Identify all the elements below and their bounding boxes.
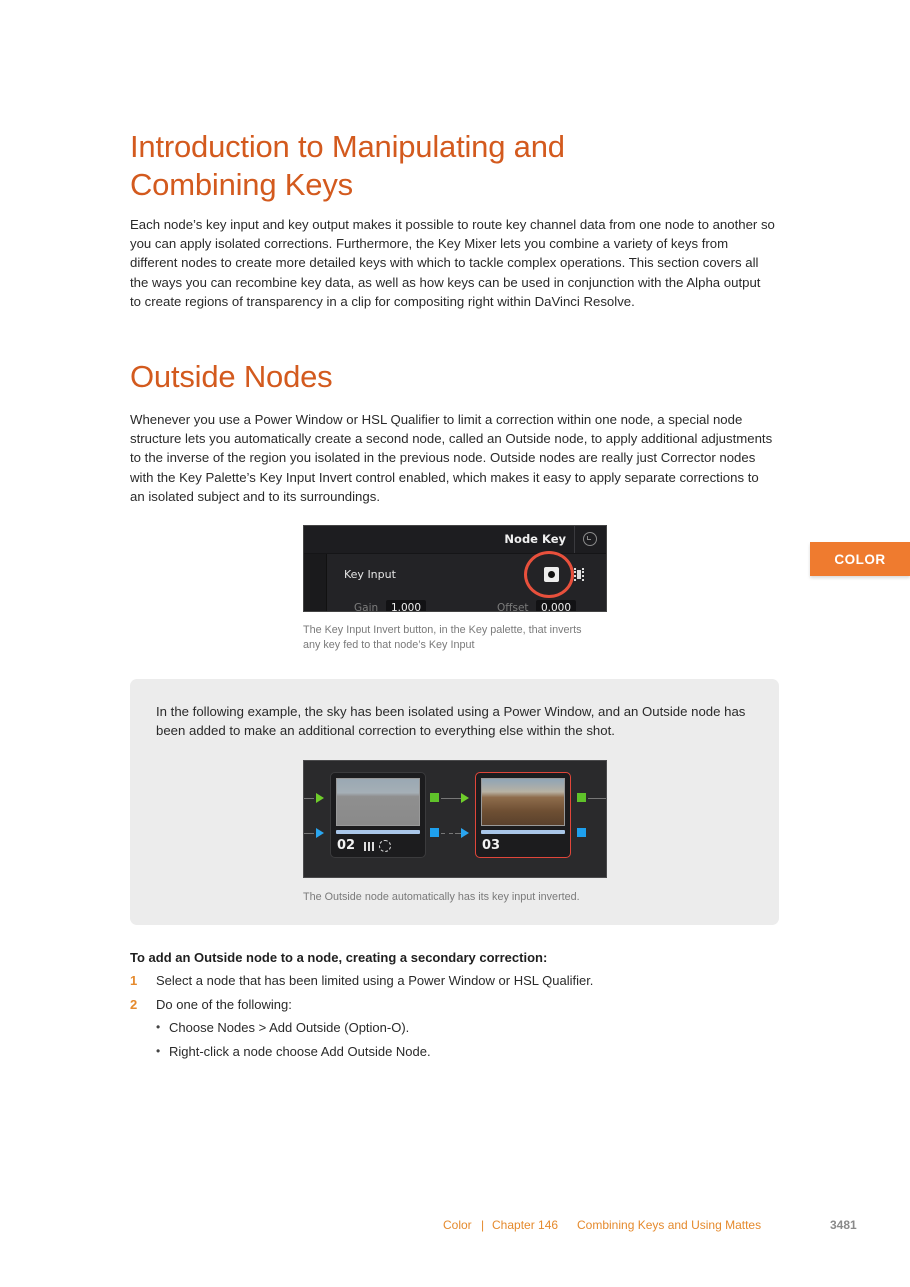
header-divider [574, 526, 575, 553]
connection-line [304, 798, 314, 799]
node-02[interactable] [330, 772, 426, 858]
node-number: 02 [337, 838, 356, 853]
rgb-output-icon[interactable] [430, 793, 439, 802]
offset-label: Offset [497, 602, 529, 612]
key-output-icon[interactable] [577, 828, 586, 837]
connection-line [449, 833, 453, 834]
key-input-icon [461, 828, 469, 838]
node-number: 03 [482, 838, 501, 853]
node-bar [336, 830, 420, 834]
connection-line [441, 798, 463, 799]
bullet-icon: • [156, 1044, 161, 1058]
step-text: Do one of the following: [156, 997, 292, 1012]
page-number: 3481 [830, 1218, 857, 1232]
section-heading-intro: Introduction to Manipulating and Combining Keys [130, 129, 565, 202]
section-heading-outside-nodes: Outside Nodes [130, 359, 333, 394]
step-text: Select a node that has been limited using a Power Window or HSL Qualifier. [156, 973, 594, 988]
key-input-icon [316, 828, 324, 838]
gain-label: Gain [354, 602, 379, 612]
node-bar [481, 830, 565, 834]
outside-nodes-paragraph: Whenever you use a Power Window or HSL Qualifier to limit a correction within one node, a special node structure lets you automatically create a second node, called an Outside node, to apply additional adjustments to the inverse of the region you isolated in the previous node. Outside nodes are really just Corrector nodes with the Key Palette’s Key Input Invert control enabled, which makes it easy to apply separate corrections to an isolated subject and to its surroundings. [130, 412, 773, 504]
qualifier-icon [364, 842, 374, 851]
node-thumbnail [481, 778, 565, 826]
offset-value-field[interactable]: 0.000 [536, 600, 576, 612]
node-key-header [304, 526, 606, 554]
reset-icon[interactable] [583, 532, 597, 546]
footer-separator: | [481, 1218, 485, 1232]
gain-value-field[interactable]: 1.000 [386, 600, 426, 612]
footer-section[interactable]: Color [443, 1218, 472, 1232]
key-input-invert-button[interactable] [544, 567, 559, 582]
node-key-title: Node Key [504, 532, 566, 546]
window-icon [379, 840, 391, 852]
footer-chapter[interactable]: Chapter 146 [492, 1218, 559, 1232]
key-input-label: Key Input [344, 568, 396, 581]
bullet-item: Right-click a node choose Add Outside Node. [169, 1044, 431, 1059]
instructions-heading: To add an Outside node to a node, creating a secondary correction: [130, 950, 548, 965]
figure-caption-node-key: The Key Input Invert button, in the Key palette, that inverts any key fed to that node’s Key Input [303, 624, 582, 651]
connection-line [588, 798, 607, 799]
intro-paragraph: Each node’s key input and key output makes it possible to route key channel data from one node to another so you can apply isolated corrections. Furthermore, the Key Mixer lets you combine a variety of keys from different nodes to create more detailed keys with which to tackle complex operations. This section covers all the ways you can recombine key data, as well as how keys can be used in conjunction with the Alpha output to create regions of transparency in a clip for compositing right within DaVinci Resolve. [130, 217, 775, 309]
bullet-icon: • [156, 1020, 161, 1034]
footer-chapter-title[interactable]: Combining Keys and Using Mattes [577, 1218, 762, 1232]
rgb-input-icon [316, 793, 324, 803]
node-03[interactable] [475, 772, 571, 858]
rgb-input-icon [461, 793, 469, 803]
connection-line [441, 833, 445, 834]
palette-left-strip [304, 554, 327, 611]
step-number: 2 [130, 997, 138, 1012]
step-number: 1 [130, 973, 138, 988]
node-thumbnail [336, 778, 420, 826]
rgb-output-icon[interactable] [577, 793, 586, 802]
bullet-item: Choose Nodes > Add Outside (Option-O). [169, 1020, 410, 1035]
note-paragraph: In the following example, the sky has been isolated using a Power Window, and an Outside node has been added to make an additional correction to everything else within the shot. [156, 704, 746, 739]
matte-icon[interactable] [574, 568, 584, 581]
node-key-palette-figure [303, 525, 607, 612]
node-graph-figure [303, 760, 607, 878]
figure-caption-node-graph: The Outside node automatically has its key input inverted. [303, 891, 580, 903]
chapter-side-tab[interactable]: COLOR [810, 542, 910, 576]
connection-line [304, 833, 314, 834]
key-output-icon[interactable] [430, 828, 439, 837]
